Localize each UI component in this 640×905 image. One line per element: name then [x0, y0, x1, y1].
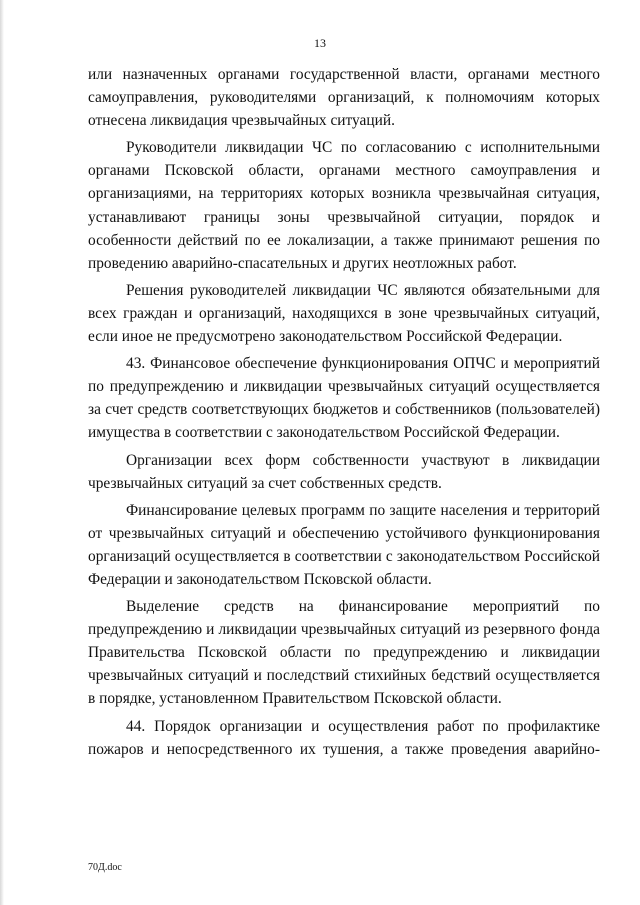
paragraph-reserve-fund: Выделение средств на финансирование мероприятий по предупреждению и ликвидации чрезвычайных ситуаций из резервного фонда Правительства Псковской области по предупреждению и ликвидации чрезвычайных ситуаций и последствий стихийных бедствий осуществляется в порядке, установленном Правительством Псковской области. [88, 598, 600, 708]
footer-filename: 70Д.doc [88, 862, 122, 873]
paragraph-decisions-binding: Решения руководителей ликвидации ЧС являются обязательными для всех граждан и организаций, находящихся в зоне чрезвычайных ситуаций, если иное не предусмотрено законодательством Российской Федерации. [88, 281, 600, 346]
paragraph-leaders-boundaries: Руководители ликвидации ЧС по согласованию с исполнительными органами Псковской области, органами местного самоуправления и организациями, на территориях которых возникла чрезвычайная ситуация, устанавливают границы зоны чрезвычайной ситуации, порядок и особенности действий по ее локализации, а также принимают решения по проведению аварийно-спасательных и других неотложных работ. [88, 139, 600, 272]
paragraph-continuation: или назначенных органами государственной власти, органами местного самоуправления, руководителями организаций, к полномочиям которых отнесена ликвидация чрезвычайных ситуаций. [88, 66, 600, 130]
page-number: 13 [314, 36, 326, 50]
paragraph-item-44-fire-works: 44. Порядок организации и осуществления работ по профилактике пожаров и непосредственного их тушения, а также проведения аварийно- [88, 717, 600, 758]
document-body [88, 63, 600, 761]
paragraph-target-programs: Финансирование целевых программ по защите населения и территорий от чрезвычайных ситуаций и обеспечению устойчивого функционирования организаций осуществляется в соответствии с законодательством Российской Федерации и законодательством Псковской области. [88, 501, 600, 588]
paragraph-item-43-financing: 43. Финансовое обеспечение функционирования ОПЧС и мероприятий по предупреждению и ликвидации чрезвычайных ситуаций осуществляется за счет средств соответствующих бюджетов и собственников (пользователей) имущества в соответствии с законодательством Российской Федерации. [88, 355, 600, 442]
paragraph-organizations-own-funds: Организации всех форм собственности участвуют в ликвидации чрезвычайных ситуаций за счет собственных средств. [88, 451, 600, 492]
scan-edge-shadow [0, 0, 4, 905]
